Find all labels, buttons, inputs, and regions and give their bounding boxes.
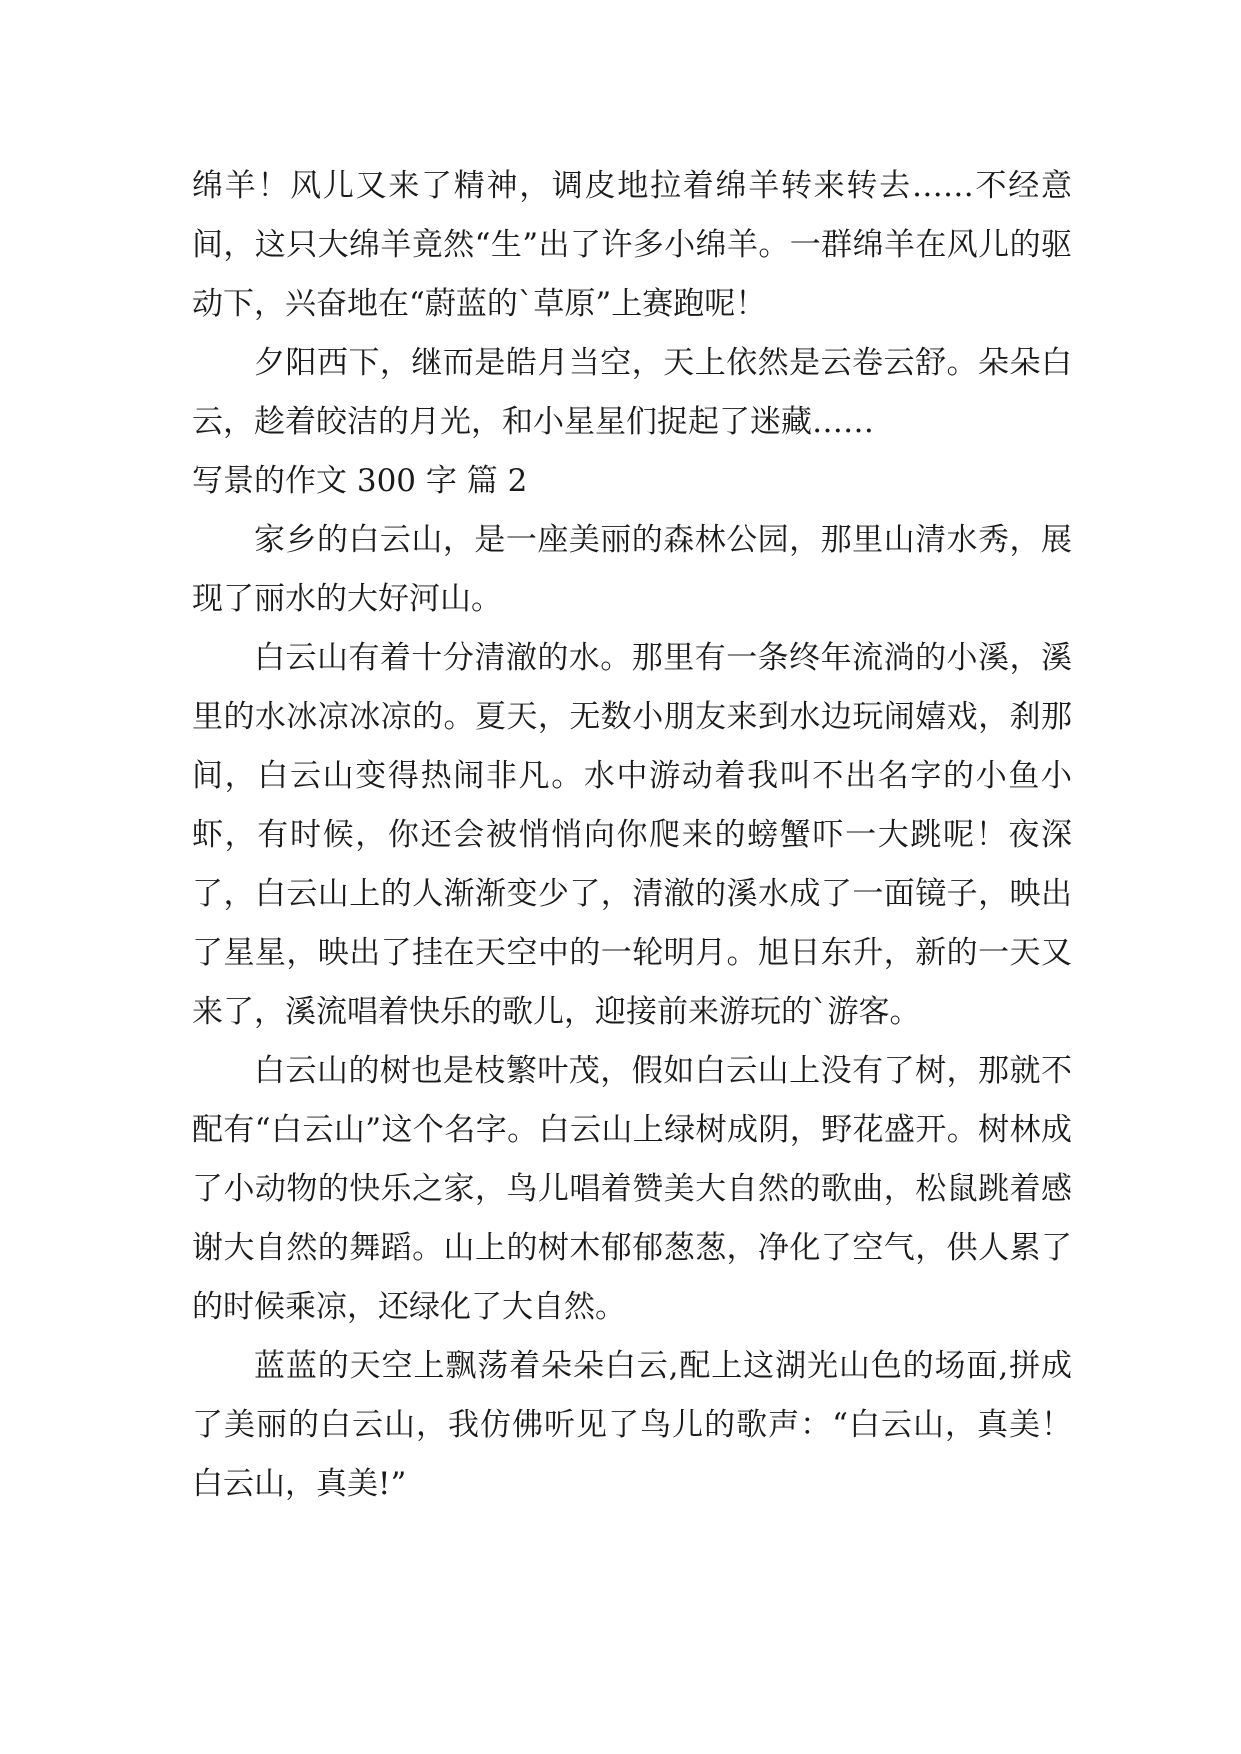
essay-heading: 写景的作文 300 字 篇 2 [192,463,528,499]
paragraph-water: 白云山有着十分清澈的水。那里有一条终年流淌的小溪，溪里的水冰凉冰凉的。夏天，无数小朋友来到水边玩闹嬉戏，刹那间，白云山变得热闹非凡。水中游动着我叫不出名字的小鱼小虾，有时候，你还会被悄悄向你爬来的螃蟹吓一大跳呢！夜深了，白云山上的人渐渐变少了，清澈的溪水成了一面镜子，映出了星星，映出了挂在天空中的一轮明月。旭日东升，新的一天又来了，溪流唱着快乐的歌儿，迎接前来游玩的`游客。 [192,640,1072,1030]
paragraph-intro: 家乡的白云山，是一座美丽的森林公园，那里山清水秀，展现了丽水的大好河山。 [192,522,1072,617]
paragraph-trees: 白云山的树也是枝繁叶茂，假如白云山上没有了树，那就不配有“白云山”这个名字。白云山上绿树成阴，野花盛开。树林成了小动物的快乐之家，鸟儿唱着赞美大自然的歌曲，松鼠跳着感谢大自然的舞蹈。山上的树木郁郁葱葱，净化了空气，供人累了的时候乘凉，还绿化了大自然。 [192,1053,1072,1325]
document-page [192,157,1072,1514]
paragraph-sunset: 夕阳西下，继而是皓月当空，天上依然是云卷云舒。朵朵白云，趁着皎洁的月光，和小星星们捉起了迷藏…… [192,345,1072,440]
paragraph-sky: 蓝蓝的天空上飘荡着朵朵白云,配上这湖光山色的场面,拼成了美丽的白云山，我仿佛听见了鸟儿的歌声：“白云山，真美！白云山，真美!” [192,1348,1072,1502]
paragraph-sheep-continuation: 绵羊！风儿又来了精神，调皮地拉着绵羊转来转去……不经意间，这只大绵羊竟然“生”出了许多小绵羊。一群绵羊在风儿的驱动下，兴奋地在“蔚蓝的`草原”上赛跑呢！ [192,168,1072,322]
